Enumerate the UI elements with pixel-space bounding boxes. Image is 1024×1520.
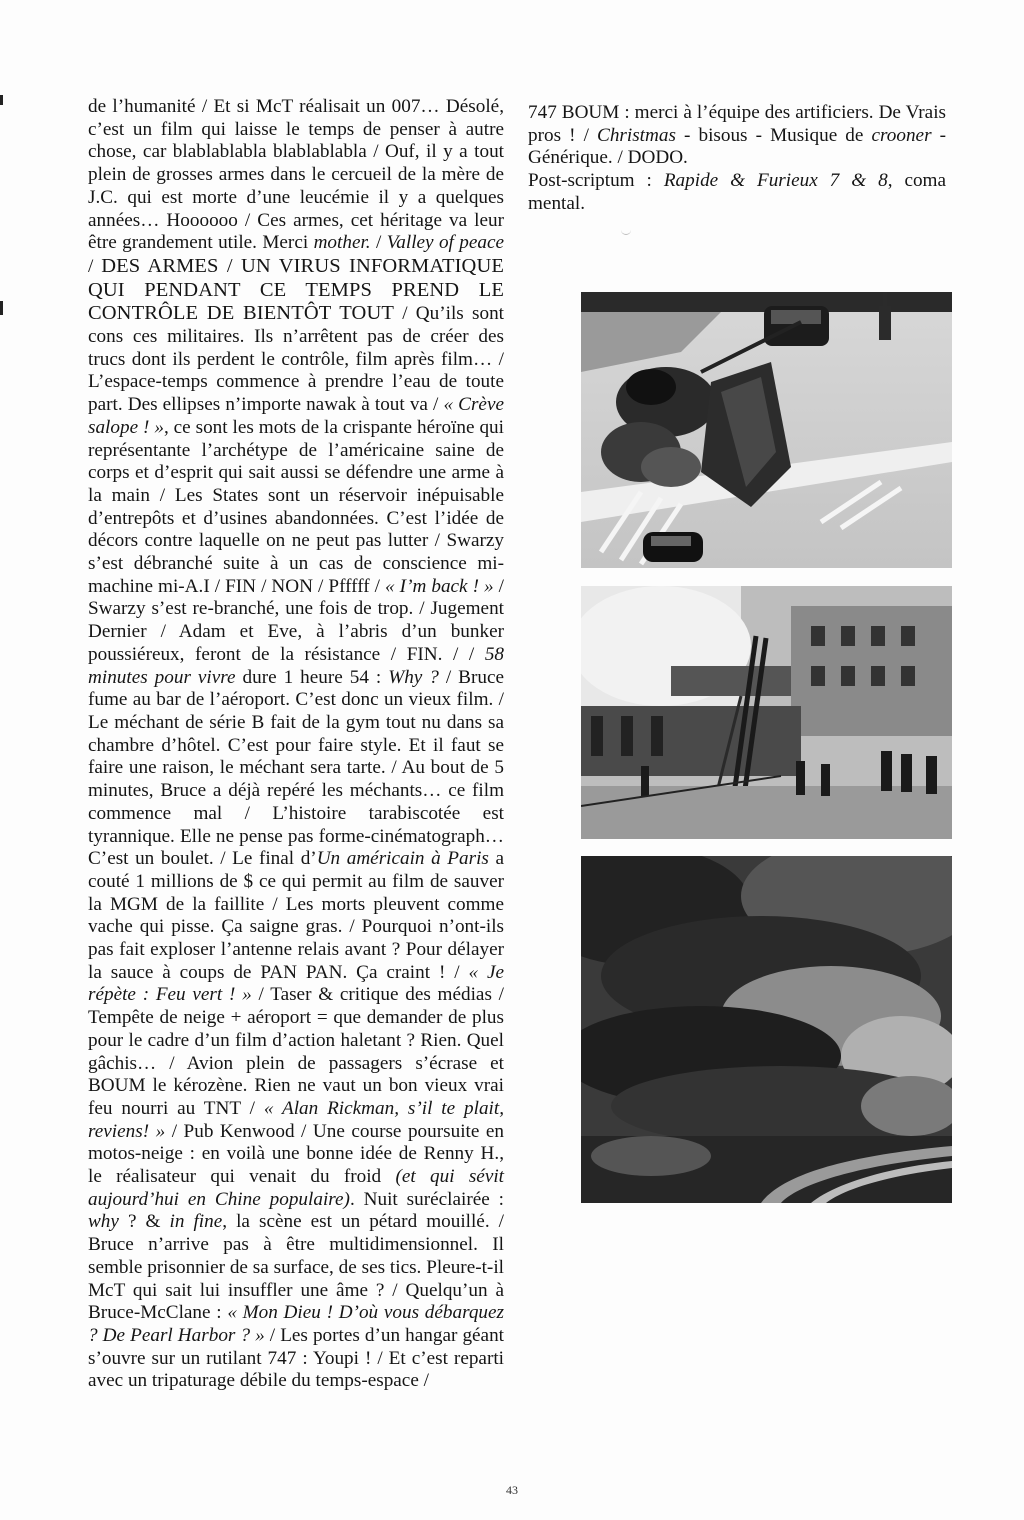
italic-text-run: « Crève salope ! » (88, 394, 504, 438)
text-run: / Swarzy s’est re-branché, une fois de trop. / Jugement Dernier / Adam et Eve, à l’abris d’un bunker poussiéreux, feront de la résistance / FIN. / / (88, 575, 504, 665)
text-run: de l’humanité / Et si McT réalisait un 007… Désolé, c’est un film qui laisse le temps de penser à autre chose, car blablablabla blablablabla / Ouf, il y a tout plein de grosses armes dans le cercueil de la mère de J.C. qui est morte d’une leucémie il y a quelques années… Hoooooo / Ces armes, cet héritage va leur être grandement utile. Merci (88, 96, 504, 254)
text-run: 747 BOUM : merci à l’équipe des artificiers. De Vrais pros ! / (528, 102, 946, 146)
italic-text-run: mother. (313, 232, 371, 254)
text-run: ? & (118, 1211, 170, 1233)
post-scriptum-paragraph (528, 170, 946, 215)
text-run: a couté 1 millions de $ ce qui permit au film de sauver la MGM de la faillite / Les morts pleuvent comme vache qui pisse. Ça saigne gras. / Pourquoi n’ont-ils pas fait exploser l’antenne relais avant ? Pour délayer la sauce à coups de PAN PAN. Ça craint ! / (88, 848, 504, 983)
scan-edge-mark (0, 301, 3, 315)
italic-text-run: why (88, 1211, 119, 1233)
text-run: , la scène est un pétard mouillé. / Bruce n’arrive pas à être multidimensionnel. Il semble prisonnier de sa surface, de ses tics. Pleure-t-il McT qui sait lui insuffler une âme ? / Quelqu’un à Bruce-McClane : (88, 1211, 504, 1324)
italic-text-run: « Mon Dieu ! D’où vous débarquez ? De Pearl Harbor ? » (88, 1302, 504, 1346)
photo-smoke-road (581, 856, 952, 1203)
left-text-column (88, 96, 504, 1393)
photo-building-fire (581, 586, 952, 839)
italic-text-run: 58 minutes pour vivre (88, 643, 504, 688)
caps-text-run: DES ARMES / UN VIRUS INFORMATIQUE QUI PENDANT CE TEMPS PREND LE CONTRÔLE DE BIENTÔT TOUT (88, 254, 504, 325)
italic-text-run: « Je répète : Feu vert ! » (88, 961, 504, 1006)
italic-text-run: « Alan Rickman, s’il te plait, reviens! » (88, 1097, 504, 1142)
text-run: / (370, 232, 387, 254)
italic-text-run: in fine (169, 1211, 223, 1233)
text-run: / Les portes d’un hangar géant s’ouvre sur un rutilant 747 : Youpi ! / Et c’est reparti avec un tripaturage débile du temps-espace / (88, 1324, 504, 1392)
italic-text-run: Why ? (388, 666, 439, 688)
italic-text-run: crooner (871, 124, 932, 146)
scan-edge-mark (0, 95, 3, 105)
italic-text-run: « I’m back ! » (385, 575, 494, 597)
text-run: , coma mental. (528, 170, 946, 214)
text-run: , ce sont les mots de la crispante héroïne qui représentante l’archétype de l’américaine saine de corps et d’esprit qui sait aussi se défendre une arme à la main / Les States sont un réservoir inépuisable d’entrepôts et d’usines abandonnées. C’est l’idée de décors contre laquelle on ne peut pas lutter / Swarzy s’est débranché suite à un cas de conscience mi-machine mi-A.I / FIN / NON / Pfffff / (88, 416, 504, 597)
text-run: . Nuit suréclairée : (349, 1188, 504, 1210)
text-run: / Bruce fume au bar de l’aéroport. C’est donc un vieux film. / Le méchant de série B fait de la gym tout nu dans sa chambre d’hôtel. C’est pour faire style. Et il faut se faire une raison, le méchant sera tarte. / Au bout de 5 minutes, Bruce a déjà repéré les méchants… ce film commence mal / L’histoire tarabiscotée est tyrannique. Elle ne pense pas forme-cinématograph… C’est un boulet. / Le final d’ (88, 666, 504, 870)
italic-text-run: Valley of peace (386, 232, 504, 254)
text-run: / Pub Kenwood / Une course poursuite en motos-neige : en voilà une bonne idée de Renny H., le réalisateur qui venait du froid (88, 1120, 504, 1188)
photo-car-explosion (581, 292, 952, 568)
text-run: / (88, 255, 102, 277)
page-number: 43 (506, 1483, 518, 1497)
scan-speck (621, 228, 631, 235)
text-run: - bisous - Musique de (675, 124, 872, 146)
text-run: Post-scriptum : (528, 170, 664, 192)
italic-text-run: Rapide & Furieux 7 & 8 (663, 170, 888, 192)
text-run: / Taser & critique des médias / Tempête de neige + aéroport = que demander de plus pour le cadre d’un film d’action haletant ? Rien. Quel gâchis… / Avion plein de passagers s’écrase et BOUM le kérozène. Rien ne vaut un bon vieux vrai feu nourri au TNT / (88, 984, 504, 1119)
italic-text-run: (et qui sévit aujourd’hui en Chine populaire) (88, 1166, 504, 1210)
text-run: dure 1 heure 54 : (235, 666, 389, 688)
text-run: / Qu’ils sont cons ces militaires. Ils n’arrêtent pas de créer des trucs dont ils perdent le contrôle, film après film… / L’espace-temps commence à prendre l’eau de toute part. Des ellipses n’importe nawak à tout va / (88, 303, 504, 416)
text-run: - Générique. / DODO. (528, 124, 947, 169)
italic-text-run: Un américain à Paris (316, 848, 489, 870)
right-text-column (528, 102, 946, 216)
closing-paragraph (528, 102, 946, 170)
italic-text-run: Christmas (597, 124, 676, 146)
